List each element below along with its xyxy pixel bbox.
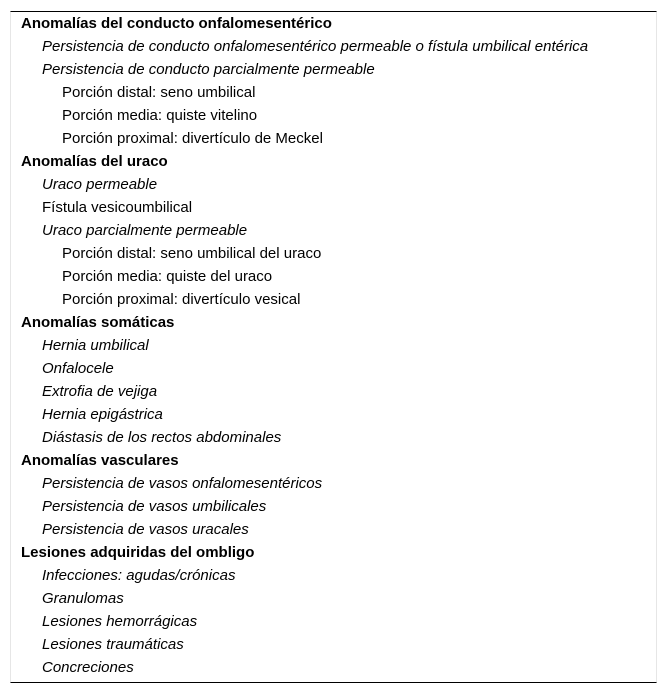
list-item: Persistencia de vasos onfalomesentéricos xyxy=(42,475,323,492)
list-subitem: Porción media: quiste del uraco xyxy=(62,268,273,285)
list-subitem: Porción distal: seno umbilical xyxy=(62,84,256,101)
table-rows xyxy=(21,12,656,679)
list-item: Infecciones: agudas/crónicas xyxy=(42,567,236,584)
list-item: Persistencia de vasos uracales xyxy=(42,521,249,538)
section-heading: Anomalías del uraco xyxy=(21,153,168,170)
list-item: Onfalocele xyxy=(42,360,114,377)
section-heading: Lesiones adquiridas del ombligo xyxy=(21,544,255,561)
list-item: Uraco parcialmente permeable xyxy=(42,222,248,239)
list-item: Hernia umbilical xyxy=(42,337,149,354)
list-subitem: Porción media: quiste vitelino xyxy=(62,107,258,124)
list-item: Lesiones traumáticas xyxy=(42,636,184,653)
list-item: Persistencia de vasos umbilicales xyxy=(42,498,267,515)
list-item: Persistencia de conducto parcialmente permeable xyxy=(42,61,375,78)
list-item: Hernia epigástrica xyxy=(42,406,163,423)
list-subitem: Porción proximal: divertículo de Meckel xyxy=(62,130,323,147)
list-item: Uraco permeable xyxy=(42,176,158,193)
list-item: Lesiones hemorrágicas xyxy=(42,613,198,630)
section-heading: Anomalías somáticas xyxy=(21,314,175,331)
list-item: Persistencia de conducto onfalomesentérico permeable o fístula umbilical entérica xyxy=(42,38,589,55)
list-item: Extrofia de vejiga xyxy=(42,383,158,400)
list-subitem: Porción proximal: divertículo vesical xyxy=(62,291,301,308)
list-item: Granulomas xyxy=(42,590,124,607)
section-heading: Anomalías del conducto onfalomesentérico xyxy=(21,15,332,32)
list-item: Fístula vesicoumbilical xyxy=(42,199,193,216)
list-item: Concreciones xyxy=(42,659,134,676)
list-item: Diástasis de los rectos abdominales xyxy=(42,429,282,446)
classification-table xyxy=(10,11,657,683)
list-subitem: Porción distal: seno umbilical del uraco xyxy=(62,245,322,262)
section-heading: Anomalías vasculares xyxy=(21,452,179,469)
